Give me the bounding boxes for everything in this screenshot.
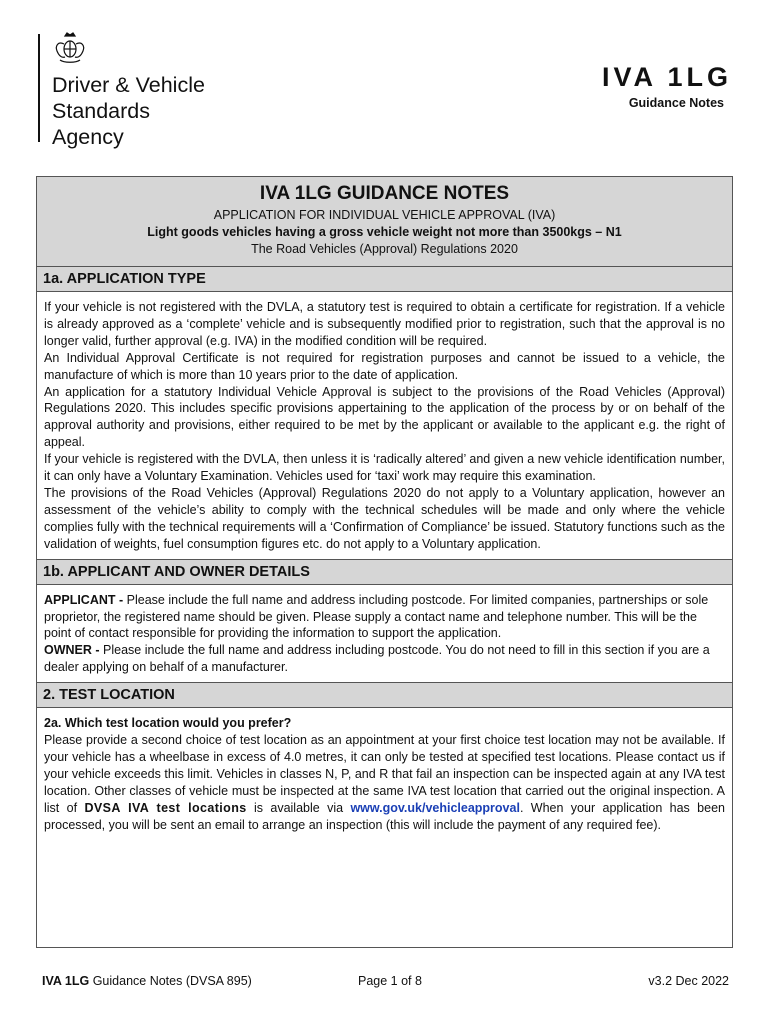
applicant-paragraph	[44, 592, 725, 643]
paragraph: An application for a statutory Individual Vehicle Approval is subject to the provisions of the Road Vehicles (Approval) Regulations 2020. This includes specific provisions appertaining to the application of the process by or on behalf of the approval authority and provisions, either required to be met by the applicant or available to the applicant e.g. the right of appeal.	[44, 384, 725, 450]
section-2-heading: 2. TEST LOCATION	[37, 682, 732, 708]
page-subtitle: APPLICATION FOR INDIVIDUAL VEHICLE APPROVAL (IVA)	[213, 208, 556, 222]
owner-label: OWNER -	[44, 643, 100, 658]
applicant-text: Please include the full name and address including postcode. For limited companies, partnerships or sole proprietor, the registered name should be given. Please supply a contact name and telephone number. This will be the point of contact responsible for providing the information to support the application.	[44, 592, 709, 641]
footer-doc-code: IVA 1LG	[42, 974, 90, 988]
page-number: Page 1 of 8	[358, 974, 422, 988]
text-middle: is available via	[246, 800, 351, 815]
page-title: IVA 1LG GUIDANCE NOTES	[259, 183, 510, 204]
footer-doc	[42, 974, 252, 988]
version-label: v3.2 Dec 2022	[648, 974, 729, 988]
applicant-label: APPLICANT -	[44, 592, 124, 607]
section-1a-heading: 1a. APPLICATION TYPE	[37, 267, 732, 292]
agency-line-3: Agency	[52, 125, 124, 149]
question-2a: 2a. Which test location would you prefer?	[44, 716, 292, 731]
regulations-title: The Road Vehicles (Approval) Regulations 2020	[251, 242, 518, 256]
text-before: Please provide a second choice of test location as an appointment at your first choice test location may not be available. If your vehicle has a wheelbase in excess of 4.0 metres, it can only be tested at specified test locations. Please contact us if your vehicle exceeds this limit. Vehicles in classes N, P, and R that fail an inspection can be inspected again at any IVA test location. Other classes of vehicle must be inspected at the same IVA test location that carried out the original inspection. A list of	[44, 733, 725, 815]
page-footer	[36, 974, 733, 992]
paragraph: An Individual Approval Certificate is not required for registration purposes and cannot be issued to a vehicle, the manufacture of which is more than 10 years prior to the date of application.	[44, 350, 725, 382]
vehicle-class: Light goods vehicles having a gross vehicle weight not more than 3500kgs – N1	[147, 225, 622, 239]
agency-line-1: Driver & Vehicle	[52, 73, 205, 97]
royal-crest-icon	[52, 32, 88, 66]
section-1b-body	[37, 585, 732, 683]
logo-divider	[38, 34, 40, 142]
document-identifier	[602, 62, 732, 110]
footer-doc-name: Guidance Notes (DVSA 895)	[89, 974, 252, 988]
guidance-box	[36, 176, 733, 948]
agency-logo	[38, 32, 298, 149]
section-1b-heading: 1b. APPLICANT AND OWNER DETAILS	[37, 559, 732, 585]
section-1a-body	[37, 292, 732, 559]
title-panel	[37, 177, 732, 267]
paragraph: If your vehicle is registered with the DVLA, then unless it is ‘radically altered’ and given a new vehicle identification number, it can only have a Voluntary Examination. Vehicles used for ‘taxi’ work may require this examination.	[44, 452, 725, 484]
paragraph	[44, 732, 725, 833]
test-locations-phrase: DVSA IVA test locations	[84, 800, 247, 815]
agency-line-2: Standards	[52, 99, 151, 123]
paragraph: The provisions of the Road Vehicles (Approval) Regulations 2020 do not apply to a Voluntary application, however an assessment of the vehicle’s ability to comply with the technical schedules will be made and only where the vehicle complies fully with the technical requirements will a ‘Confirmation of Compliance’ be issued. Statutory functions such as the validation of weights, fuel consumption figures etc. do not apply to a Voluntary application.	[44, 485, 725, 551]
doc-code: IVA 1LG	[601, 62, 732, 92]
doc-subtitle: Guidance Notes	[628, 96, 724, 110]
owner-text: Please include the full name and address including postcode. You do not need to fill in this section if you are a dealer applying on behalf of a manufacturer.	[44, 643, 710, 675]
paragraph: If your vehicle is not registered with the DVLA, a statutory test is required to obtain a certificate for registration. If a vehicle is already approved as a ‘complete’ vehicle and is subsequently modified prior to registration, such that the approval is no longer valid, further approval (e.g. IVA) in the modified condition will be required.	[44, 300, 725, 348]
agency-name	[52, 72, 205, 150]
owner-paragraph	[44, 642, 725, 676]
text-after: . When your application has been processed, you will be sent an email to arrange an inspection (this will include the payment of any required fee).	[44, 800, 725, 832]
section-2-body	[37, 708, 732, 839]
vehicle-approval-link[interactable]: www.gov.uk/vehicleapproval	[350, 800, 520, 815]
